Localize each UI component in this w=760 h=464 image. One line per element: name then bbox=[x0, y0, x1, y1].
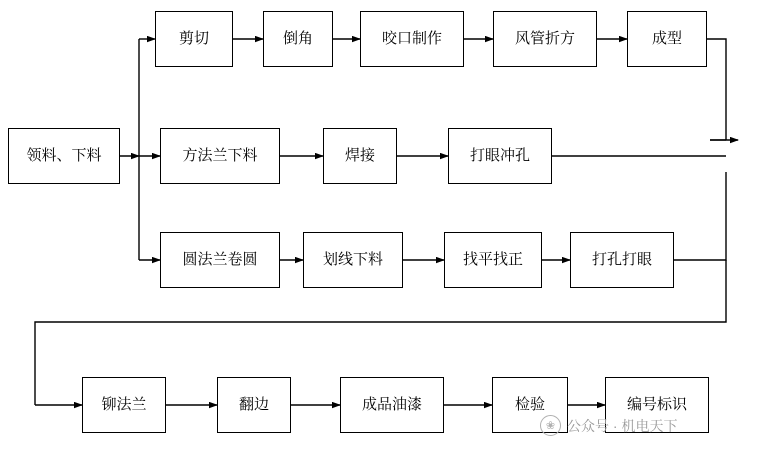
node-leveling-aligning[interactable]: 找平找正 bbox=[444, 232, 542, 288]
node-numbering-labeling[interactable]: 编号标识 bbox=[605, 377, 709, 433]
node-welding[interactable]: 焊接 bbox=[323, 128, 397, 184]
watermark-text: 公众号 · 机电天下 bbox=[567, 417, 678, 434]
node-riveting-flange[interactable]: 铆法兰 bbox=[82, 377, 166, 433]
node-shear[interactable]: 剪切 bbox=[155, 11, 233, 67]
node-start[interactable]: 领料、下料 bbox=[8, 128, 120, 184]
node-square-flange-cutting[interactable]: 方法兰下料 bbox=[160, 128, 280, 184]
node-drilling-holes[interactable]: 打孔打眼 bbox=[570, 232, 674, 288]
node-forming[interactable]: 成型 bbox=[627, 11, 707, 67]
node-seam-making[interactable]: 咬口制作 bbox=[360, 11, 464, 67]
watermark bbox=[540, 415, 677, 436]
node-inspection[interactable]: 检验 bbox=[492, 377, 568, 433]
node-finish-painting[interactable]: 成品油漆 bbox=[340, 377, 444, 433]
watermark-logo-icon: ❀ bbox=[540, 415, 561, 436]
node-marking-cutting[interactable]: 划线下料 bbox=[303, 232, 403, 288]
node-punching-holes[interactable]: 打眼冲孔 bbox=[448, 128, 552, 184]
node-chamfer[interactable]: 倒角 bbox=[263, 11, 333, 67]
node-round-flange-rolling[interactable]: 圆法兰卷圆 bbox=[160, 232, 280, 288]
node-flanging[interactable]: 翻边 bbox=[217, 377, 291, 433]
node-duct-folding[interactable]: 风管折方 bbox=[493, 11, 597, 67]
